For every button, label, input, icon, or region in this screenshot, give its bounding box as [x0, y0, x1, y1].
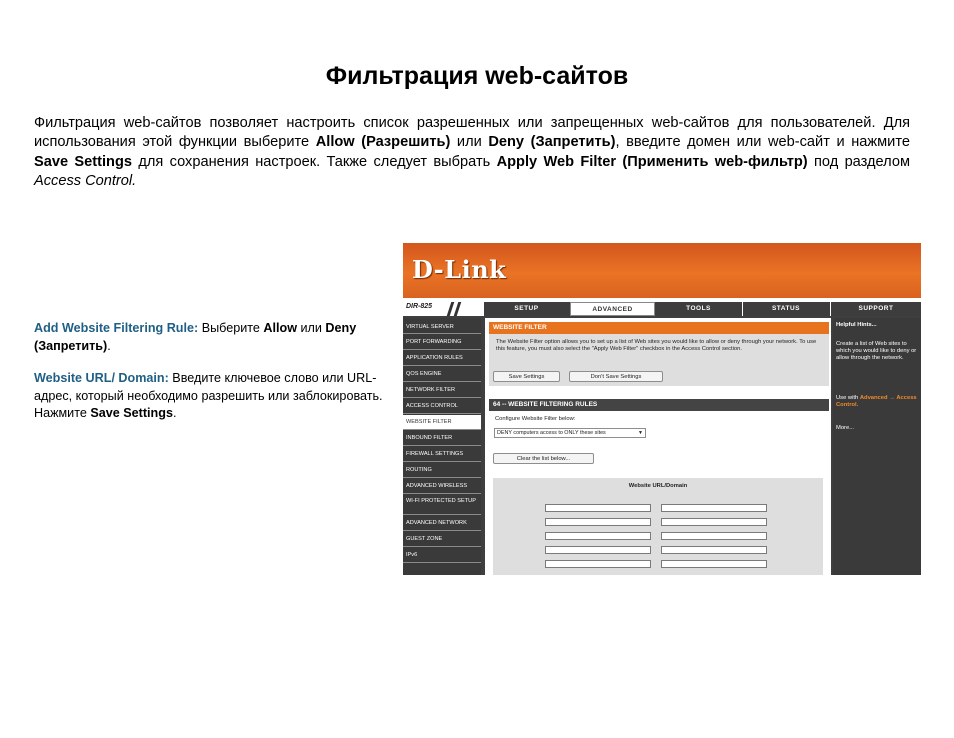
nav-item-inbound-filter[interactable]: INBOUND FILTER: [403, 431, 481, 446]
nav-item-wifi-protected-setup[interactable]: WI-FI PROTECTED SETUP: [403, 495, 481, 515]
intro-text-3: , введите домен или web-сайт и нажмите: [615, 134, 910, 151]
nav-item-access-control[interactable]: ACCESS CONTROL: [403, 399, 481, 414]
intro-bold-deny: Deny (Запретить): [488, 134, 616, 151]
note-text: или: [297, 321, 326, 335]
note-text: Введите ключевое слово или URL-адрес, который необходимо разрешить или заблокировать. Нажмите: [34, 371, 383, 420]
filter-mode-value: DENY computers access to ONLY these sites: [497, 430, 606, 436]
intro-italic-access: Access Control.: [34, 172, 137, 189]
nav-item-network-filter[interactable]: NETWORK FILTER: [403, 383, 481, 398]
model-label: [403, 302, 483, 316]
chevron-down-icon: ▼: [638, 430, 643, 436]
nav-item-qos-engine[interactable]: QOS ENGINE: [403, 367, 481, 382]
nav-item-virtual-server[interactable]: VIRTUAL SERVER: [403, 321, 481, 334]
url-list-header: Website URL/Domain: [628, 483, 688, 489]
router-screenshot: [403, 243, 921, 575]
tab-tools[interactable]: TOOLS: [686, 305, 711, 312]
model-text: DIR-825: [406, 303, 433, 310]
url-input[interactable]: [661, 518, 767, 526]
intro-text-2: или: [450, 134, 489, 151]
nav-item-ipv6[interactable]: IPv6: [403, 548, 481, 563]
nav-item-port-forwarding[interactable]: PORT FORWARDING: [403, 335, 481, 350]
save-settings-button[interactable]: Save Settings: [493, 371, 560, 382]
nav-item-advanced-network[interactable]: ADVANCED NETWORK: [403, 516, 481, 531]
help-advanced-link[interactable]: Advanced → Access Control.: [836, 395, 917, 409]
nav-item-routing[interactable]: ROUTING: [403, 463, 481, 478]
help-more-link[interactable]: More...: [836, 425, 855, 431]
note-text: .: [107, 338, 111, 353]
intro-bold-allow: Allow (Разрешить): [315, 134, 451, 151]
intro-text-5: под разделом: [807, 153, 910, 170]
dlink-logo: D-Link: [412, 255, 507, 284]
url-input[interactable]: [545, 560, 651, 568]
clear-list-button[interactable]: Clear the list below...: [493, 453, 594, 464]
intro-text-4: для сохранения настроек. Также следует выбрать: [132, 153, 497, 170]
note-url-domain: [34, 370, 386, 423]
note-text: Выберите: [198, 321, 264, 335]
intro-text-1: Фильтрация web-сайтов позволяет настроить список разрешенных или запрещенных web-сайтов для пользователей. Для использования этой функции выберите: [34, 115, 910, 151]
nav-item-firewall-settings[interactable]: FIREWALL SETTINGS: [403, 447, 481, 462]
note-text: .: [172, 406, 177, 420]
slash-decor: [454, 302, 462, 316]
tab-status[interactable]: STATUS: [771, 305, 801, 312]
dont-save-settings-button[interactable]: Don't Save Settings: [569, 371, 663, 382]
intro-paragraph: [34, 114, 910, 191]
help-use-with-text: Use with: [836, 395, 860, 401]
nav-item-application-rules[interactable]: APPLICATION RULES: [403, 351, 481, 366]
nav-item-advanced-wireless[interactable]: ADVANCED WIRELESS: [403, 479, 481, 494]
url-input[interactable]: [661, 532, 767, 540]
website-filter-desc: The Website Filter option allows you to set up a list of Web sites you would like to allow or deny through your network. To use this feature, you must also select the "Apply Web Filter" checkbox in the Access Control section.: [496, 339, 817, 353]
dlink-banner: [403, 243, 921, 298]
url-list-panel: [493, 478, 823, 575]
url-input[interactable]: [661, 504, 767, 512]
note-label: Add Website Filtering Rule:: [34, 321, 199, 335]
left-nav: [403, 318, 481, 575]
url-input[interactable]: [545, 546, 651, 554]
url-input[interactable]: [545, 518, 651, 526]
nav-item-website-filter[interactable]: WEBSITE FILTER: [403, 415, 481, 430]
url-input[interactable]: [661, 560, 767, 568]
intro-bold-apply: Apply Web Filter (Применить web-фильтр): [496, 153, 808, 170]
help-use-with: [836, 395, 920, 409]
intro-bold-save: Save Settings: [34, 153, 133, 170]
url-input[interactable]: [545, 504, 651, 512]
note-bold: Save Settings: [90, 406, 173, 420]
note-bold: Deny (Запретить): [34, 321, 357, 353]
url-input[interactable]: [545, 532, 651, 540]
configure-label: Configure Website Filter below:: [495, 416, 576, 422]
filter-mode-select[interactable]: [494, 428, 646, 438]
note-bold: Allow: [263, 321, 297, 335]
note-label: Website URL/ Domain:: [34, 371, 169, 385]
help-text: Create a list of Web sites to which you would like to deny or allow through the network.: [836, 341, 917, 362]
tab-advanced[interactable]: ADVANCED: [570, 302, 655, 316]
tab-support[interactable]: SUPPORT: [858, 305, 894, 312]
nav-item-guest-zone[interactable]: GUEST ZONE: [403, 532, 481, 547]
note-add-rule: [34, 320, 386, 355]
url-input[interactable]: [661, 546, 767, 554]
website-filter-header: WEBSITE FILTER: [489, 322, 829, 334]
filtering-rules-header: 64 -- WEBSITE FILTERING RULES: [489, 399, 829, 411]
page-title: Фильтрация web-сайтов: [325, 62, 629, 90]
tab-setup[interactable]: SETUP: [514, 305, 539, 312]
help-title: Helpful Hints...: [836, 322, 877, 328]
